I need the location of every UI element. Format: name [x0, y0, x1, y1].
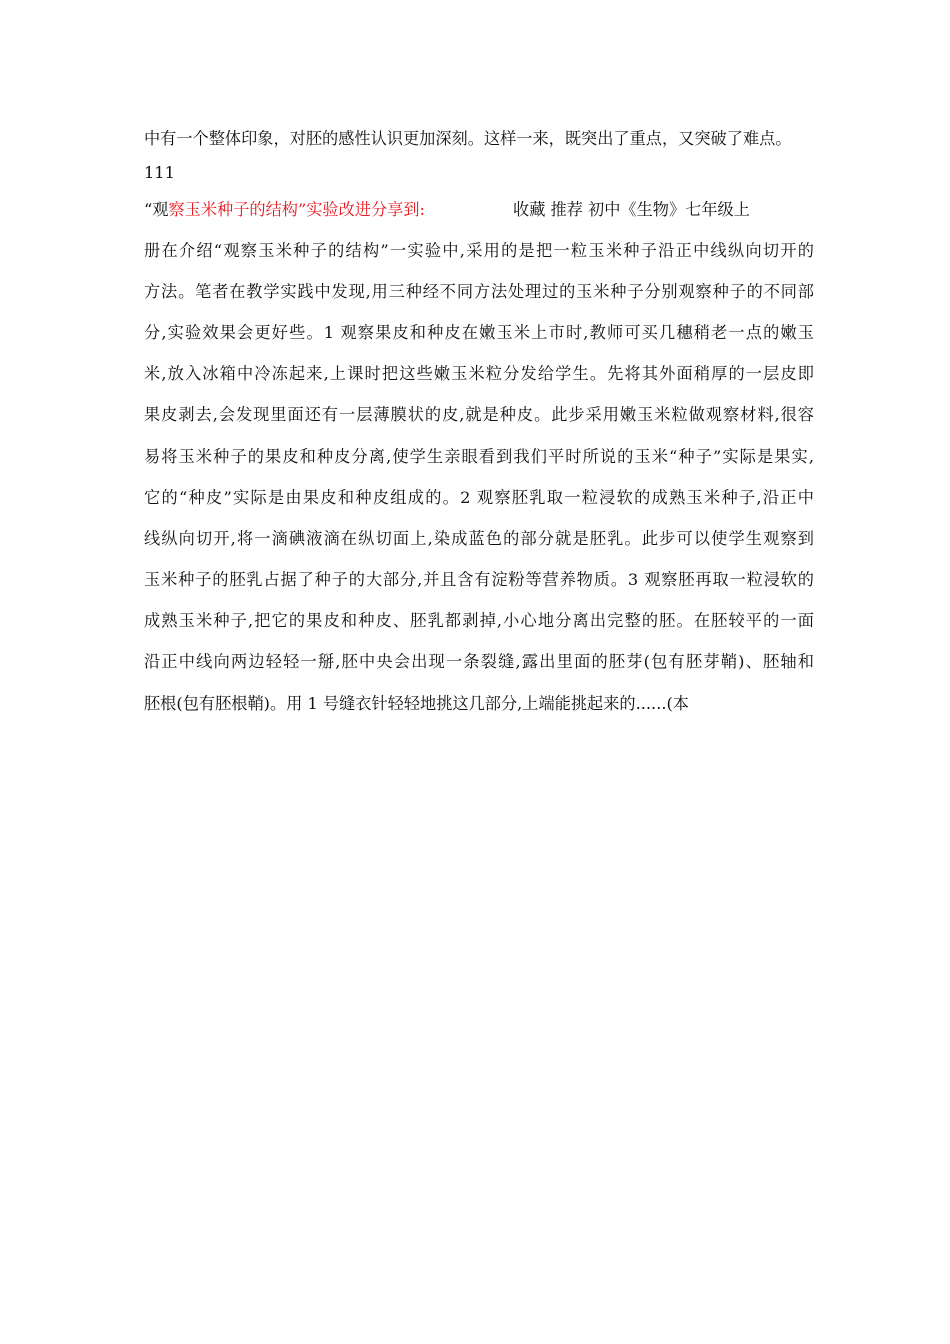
intro-text-line: 中有一个整体印象，对胚的感性认识更加深刻。这样一来，既突出了重点，又突破了难点。 [144, 129, 792, 148]
body-text-line: 分,实验效果会更好些。1 观察果皮和种皮在嫩玉米上市时,教师可买几穗稍老一点的嫩玉 [144, 323, 814, 342]
body-text-line: 方法。笔者在教学实践中发现,用三种经不同方法处理过的玉米种子分别观察种子的不同部 [144, 282, 814, 301]
body-text-line: 玉米种子的胚乳占据了种子的大部分,并且含有淀粉等营养物质。3 观察胚再取一粒浸软的 [144, 570, 814, 589]
body-text-line: 册在介绍“观察玉米种子的结构”一实验中,采用的是把一粒玉米种子沿正中线纵向切开的 [144, 241, 814, 260]
body-text-last-line: 胚根(包有胚根鞘)。用 1 号缝衣针轻轻地挑这几部分,上端能挑起来的......(本 [144, 694, 689, 713]
body-text-line: 成熟玉米种子,把它的果皮和种皮、胚乳都剥掉,小心地分离出完整的胚。在胚较平的一面 [144, 611, 814, 630]
body-text-line: 它的“种皮”实际是由果皮和种皮组成的。2 观察胚乳取一粒浸软的成熟玉米种子,沿正中 [144, 488, 814, 507]
page-number-text: 111 [144, 163, 175, 182]
heading-prefix: “观 [144, 200, 169, 219]
body-text-line: 果皮剥去,会发现里面还有一层薄膜状的皮,就是种皮。此步采用嫩玉米粒做观察材料,很容 [144, 405, 814, 424]
body-text-line: 米,放入冰箱中冷冻起来,上课时把这些嫩玉米粒分发给学生。先将其外面稍厚的一层皮即 [144, 364, 814, 383]
article-heading-line [144, 199, 814, 221]
article-title-link[interactable]: 察玉米种子的结构”实验改进分享到: [168, 200, 426, 219]
heading-tail-text: 收藏 推荐 初中《生物》七年级上 [513, 200, 750, 219]
body-text-line: 线纵向切开,将一滴碘液滴在纵切面上,染成蓝色的部分就是胚乳。此步可以使学生观察到 [144, 529, 814, 548]
body-text-line: 易将玉米种子的果皮和种皮分离,使学生亲眼看到我们平时所说的玉米“种子”实际是果实, [144, 447, 814, 466]
body-text-line: 沿正中线向两边轻轻一掰,胚中央会出现一条裂缝,露出里面的胚芽(包有胚芽鞘)、胚轴和 [144, 652, 814, 671]
